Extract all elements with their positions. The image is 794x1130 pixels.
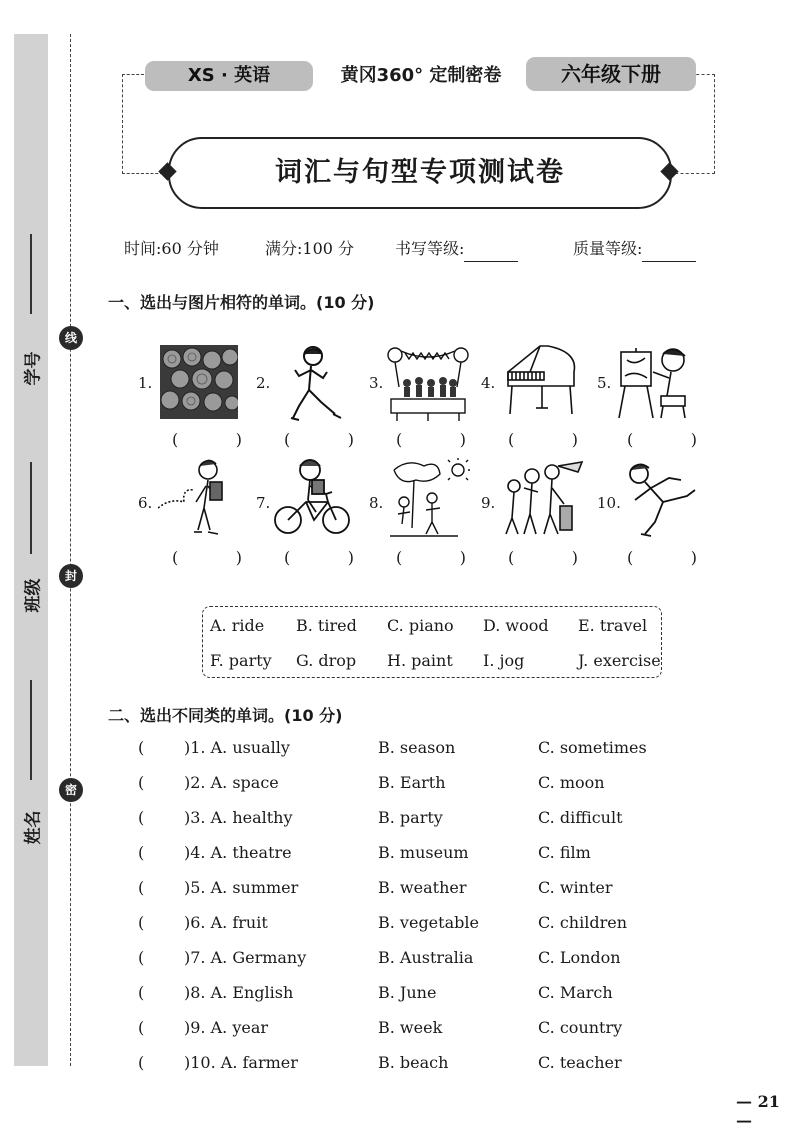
answer-paren[interactable]: (: [138, 913, 145, 932]
grade-pill: 六年级下册: [526, 57, 696, 91]
answer-paren[interactable]: ( ): [172, 430, 242, 449]
option-c: C. winter: [538, 878, 613, 897]
option-a: )7. A. Germany: [184, 948, 307, 967]
word-bank-option: J. exercise: [578, 651, 661, 670]
writing-grade-field[interactable]: [395, 236, 518, 262]
time-limit: 时间:60 分钟: [124, 239, 219, 258]
item-number: 9.: [481, 494, 496, 512]
question-row: [138, 841, 698, 865]
option-a: )4. A. theatre: [184, 843, 292, 862]
item-number: 7.: [256, 494, 271, 512]
option-b: B. beach: [378, 1053, 449, 1072]
word-bank-option: D. wood: [483, 616, 549, 635]
option-c: C. teacher: [538, 1053, 622, 1072]
word-bank-option: F. party: [210, 651, 272, 670]
item-number: 3.: [369, 374, 384, 392]
name-label: 姓名: [23, 810, 44, 845]
option-a: )10. A. farmer: [184, 1053, 298, 1072]
option-c: C. children: [538, 913, 628, 932]
question-row: [138, 1016, 698, 1040]
name-line: [30, 680, 32, 780]
item-number: 1.: [138, 374, 153, 392]
option-b: B. June: [378, 983, 437, 1002]
word-bank-option: G. drop: [296, 651, 357, 670]
option-c: C. March: [538, 983, 613, 1002]
option-c: C. film: [538, 843, 591, 862]
answer-paren[interactable]: ( ): [508, 430, 578, 449]
word-bank-option: A. ride: [210, 616, 265, 635]
answer-paren[interactable]: (: [138, 983, 145, 1002]
answer-paren[interactable]: (: [138, 808, 145, 827]
exam-info: [124, 236, 724, 262]
answer-paren[interactable]: ( ): [172, 548, 242, 567]
writing-grade-label: 书写等级:: [395, 239, 465, 258]
children-tree-picture: [388, 458, 470, 540]
option-a: )8. A. English: [184, 983, 294, 1002]
cut-line: [70, 34, 71, 1066]
answer-paren[interactable]: (: [138, 1018, 145, 1037]
seal-mark-mi: 密: [59, 778, 83, 802]
part1-title: 一、选出与图片相符的单词。(10 分): [108, 293, 375, 312]
answer-paren[interactable]: ( ): [508, 548, 578, 567]
quality-grade-blank[interactable]: [642, 243, 696, 262]
option-a: )3. A. healthy: [184, 808, 293, 827]
option-c: C. moon: [538, 773, 605, 792]
answer-paren[interactable]: ( ): [396, 548, 466, 567]
answer-paren[interactable]: (: [138, 948, 145, 967]
full-marks: 满分:100 分: [265, 239, 355, 258]
item-number: 10.: [597, 494, 621, 512]
answer-paren[interactable]: (: [138, 773, 145, 792]
student-id-label: 学号: [23, 351, 44, 386]
tired-boy-picture: [158, 458, 234, 540]
quality-grade-field[interactable]: [573, 236, 696, 262]
writing-grade-blank[interactable]: [464, 243, 518, 262]
subject-pill: XS · 英语: [145, 61, 313, 91]
item-number: 8.: [369, 494, 384, 512]
question-row: [138, 736, 698, 760]
class-label: 班级: [23, 578, 44, 613]
answer-paren[interactable]: (: [138, 738, 145, 757]
word-bank-option: C. piano: [387, 616, 454, 635]
option-b: B. week: [378, 1018, 443, 1037]
option-b: B. season: [378, 738, 456, 757]
question-row: [138, 876, 698, 900]
series-name: 黄冈360° 定制密卷: [340, 65, 502, 86]
question-row: [138, 981, 698, 1005]
option-a: )9. A. year: [184, 1018, 269, 1037]
seal-mark-xian: 线: [59, 326, 83, 350]
option-c: C. London: [538, 948, 621, 967]
word-bank-option: H. paint: [387, 651, 453, 670]
option-a: )5. A. summer: [184, 878, 299, 897]
word-bank-option: I. jog: [483, 651, 525, 670]
option-c: C. country: [538, 1018, 623, 1037]
question-row: [138, 1051, 698, 1075]
item-number: 6.: [138, 494, 153, 512]
option-b: B. party: [378, 808, 443, 827]
class-line: [30, 462, 32, 554]
travelling-family-picture: [498, 458, 584, 540]
item-number: 2.: [256, 374, 271, 392]
item-number: 4.: [481, 374, 496, 392]
answer-paren[interactable]: (: [138, 1053, 145, 1072]
painting-girl-picture: [615, 342, 699, 420]
option-c: C. sometimes: [538, 738, 647, 757]
option-b: B. Earth: [378, 773, 446, 792]
option-c: C. difficult: [538, 808, 623, 827]
page-title: 词汇与句型专项测试卷: [275, 157, 565, 188]
option-b: B. weather: [378, 878, 467, 897]
exercising-boy-picture: [625, 460, 699, 540]
answer-paren[interactable]: ( ): [284, 430, 354, 449]
quality-grade-label: 质量等级:: [573, 239, 643, 258]
answer-paren[interactable]: ( ): [627, 548, 697, 567]
part2-title: 二、选出不同类的单词。(10 分): [108, 706, 343, 725]
item-number: 5.: [597, 374, 612, 392]
party-picture: [385, 343, 471, 423]
option-b: B. Australia: [378, 948, 474, 967]
word-bank-option: B. tired: [296, 616, 357, 635]
answer-paren[interactable]: ( ): [396, 430, 466, 449]
page-number: — 21 —: [736, 1092, 780, 1130]
option-b: B. vegetable: [378, 913, 479, 932]
riding-bike-picture: [272, 456, 352, 540]
question-row: [138, 911, 698, 935]
option-a: )6. A. fruit: [184, 913, 268, 932]
question-row: [138, 946, 698, 970]
option-a: )2. A. space: [184, 773, 279, 792]
answer-paren[interactable]: (: [138, 878, 145, 897]
wood-logs-picture: [160, 345, 238, 419]
option-a: )1. A. usually: [184, 738, 290, 757]
piano-picture: [500, 342, 580, 418]
question-row: [138, 771, 698, 795]
answer-paren[interactable]: ( ): [284, 548, 354, 567]
option-b: B. museum: [378, 843, 469, 862]
answer-paren[interactable]: ( ): [627, 430, 697, 449]
question-row: [138, 806, 698, 830]
answer-paren[interactable]: (: [138, 843, 145, 862]
word-bank-option: E. travel: [578, 616, 648, 635]
jogging-girl-picture: [283, 344, 345, 424]
seal-mark-feng: 封: [59, 564, 83, 588]
student-id-line: [30, 234, 32, 314]
